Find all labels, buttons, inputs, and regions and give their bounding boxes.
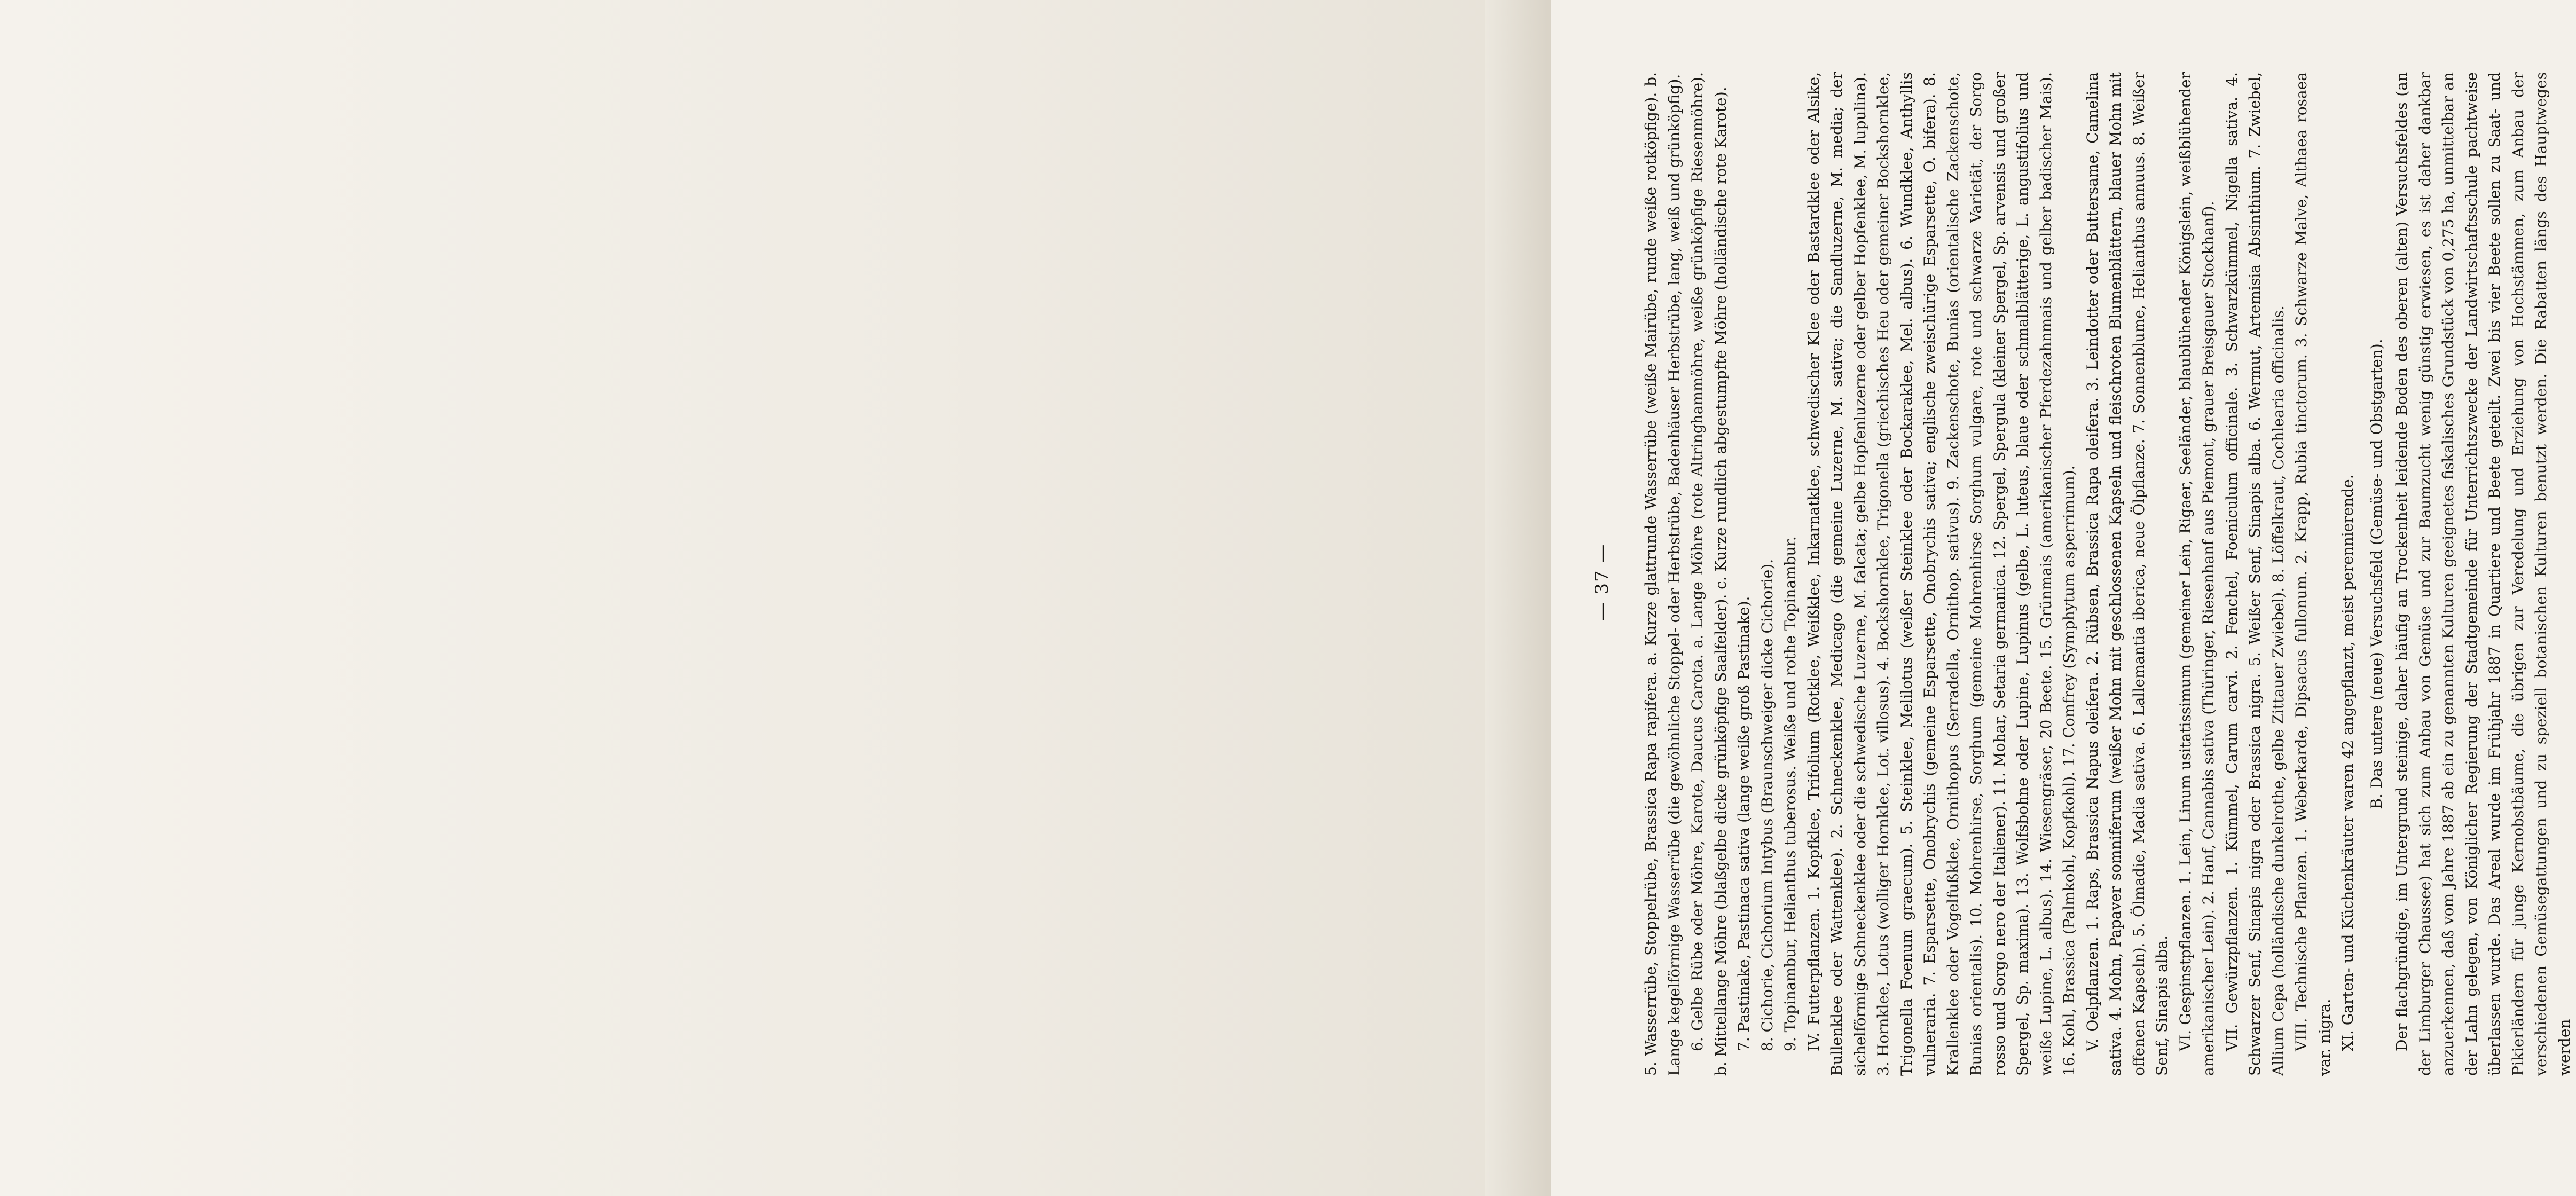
paragraph-topinambur: 9. Topinambur, Helianthus tuberosus. Weiße und rothe Topinambur. [1781, 536, 1799, 1051]
text-body [1639, 72, 2576, 1076]
paragraph-versuchsfeld: Der flachgründige, im Untergrund steinige, daher häufig an Trockenheit leidende Boden des oberen (alten) Versuchsfeldes (an der Limburger Chaussee) hat sich zum Anbau von Gemüse und zur Baumzucht wenig günstig erwiesen, es ist daher dankbar anzuerkennen, daß vom Jahre 1887 ab ein zu genannten Kulturen geeignetes fiskalisches Grundstück von 0,275 ha, unmittelbar an der Lahn gelegen, von Königlicher Regierung der Stadtgemeinde für Unterrichtszwecke der Landwirtschaftsschule pachtweise überlassen wurde. Das Areal wurde im Frühjahr 1887 in Quartiere und Beete geteilt. Zwei bis vier Beete sollen zu Saat- und Pikierländern für junge Kernobstbäume, die übrigen zur Veredelung und Erziehung von Hochstämmen, zum Anbau der verschiedenen Gemüsegattungen und zu speziell botanischen Kulturen benutzt werden. Die Rabatten längs des Hauptweges werden [2393, 72, 2573, 1076]
paragraph-kuechenkraeuter: XI. Garten- und Küchenkräuter waren 42 angepflanzt, meist perennierende. [2339, 474, 2357, 1051]
section-heading-b: B. Das untere (neue) Versuchsfeld (Gemüse- und Obstgarten). [2367, 339, 2385, 809]
paragraph-gespinstpflanzen: VI. Gespinstpflanzen. 1. Lein, Linum usitatissimum (gemeiner Lein, Rigaer, Seeländer, blaublühender Königslein, weißblühender amerikanischer Lein). 2. Hanf, Cannabis sativa (Thüringer, Riesenhanf aus Piemont, grauer Breisgauer Stockhanf). [2176, 72, 2217, 1076]
paragraph-gelbe-ruebe: 6. Gelbe Rübe oder Möhre, Karote, Daucus Carota. a. Lange Möhre (rote Altringhammöhre, weiße grünköpfige Riesenmöhre). b. Mittellange Möhre (blaßgelbe dicke grünköpfige Saalfelder). c. Kurze rundlich abgestumpfte Möhre (holländische rote Karote). [1688, 72, 1730, 1076]
page-number: — 37 — [1591, 543, 1613, 621]
paragraph-gewuerzpflanzen: VII. Gewürzpflanzen. 1. Kümmel, Carum carvi. 2. Fenchel, Foeniculum officinale. 3. Schwarzkümmel, Nigella sativa. 4. Schwarzer Senf, Sinapis nigra oder Brassica nigra. 5. Weißer Senf, Sinapis alba. 6. Wermut, Artemisia Absinthium. 7. Zwiebel, Allium Cepa (holländische dunkelrothe, gelbe Zittauer Zwiebel). 8. Löffelkraut, Cochlearia officinalis. [2222, 72, 2287, 1076]
paragraph-wasserruebe: 5. Wasserrübe, Stoppelrübe, Brassica Rapa rapifera. a. Kurze glattrunde Wasserrübe (weiße Mairübe, runde weiße rotköpfige). b. Lange kegelförmige Wasserrübe (die gewöhnliche Stoppel- oder Herbstrübe, Badenhäuser Herbstrübe, lang, weiß und grünköpfig). [1642, 72, 1683, 1076]
paragraph-technische-pflanzen: VIII. Technische Pflanzen. 1. Weberkarde, Dipsacus fullonum. 2. Krapp, Rubia tinctorum. 3. Schwarze Malve, Althaea rosaea var. nigra. [2292, 72, 2334, 1076]
paragraph-oelpflanzen: V. Oelpflanzen. 1. Raps, Brassica Napus oleifera. 2. Rübsen, Brassica Rapa oleifera. 3. Leindotter oder Buttersame, Camelina sativa. 4. Mohn, Papaver somniferum (weißer Mohn mit geschlossenen Kapseln und fleischroten Blumenblättern, blauer Mohn mit offenen Kapseln). 5. Ölmadie, Madia sativa. 6. Lallemantia iberica, neue Ölpflanze. 7. Sonnenblume, Helianthus annuus. 8. Weißer Senf, Sinapis alba. [2083, 72, 2171, 1076]
paragraph-futterpflanzen: IV. Futterpflanzen. 1. Kopfklee, Trifolium (Rotklee, Weißklee, Inkarnatklee, schwedischer Klee oder Bastardklee oder Alsike, Bullenklee oder Wattenklee). 2. Schneckenklee, Medicago (die gemeine Luzerne, M. sativa; die Sandluzerne, M. media; der sichelförmige Schneckenklee oder die schwedische Luzerne, M. falcata; gelbe Hopfenluzerne oder gelber Hopfenklee, M. lupulina). 3. Hornklee, Lotus (wolliger Hornklee, Lot. villosus). 4. Bockshornklee, Trigonella (griechisches Heu oder gemeiner Bockshornklee, Trigonella Foenum graecum). 5. Steinklee, Melilotus (weißer Steinklee oder Bockaraklee, Mel. albus). 6. Wundklee, Anthyllis vulneraria. 7. Esparsette, Onobrychis (gemeine Esparsette, Onobrychis sativa; englische zweischürige Esparsette, O. bifera). 8. Krallenklee oder Vogelfußklee, Ornithopus (Serradella, Ornithop. sativus). 9. Zackenschote, Bunias (orientalische Zackenschote, Bunias orientalis). 10. Mohrenhirse, Sorghum (gemeine Mohrenhirse Sorghum vulgare, rote und schwarze Varietät, der Sorgo rosso und Sorgo nero der Italiener). 11. Mohar, Setaria germanica. 12. Spergel, Spergula (kleiner Spergel, Sp. arvensis und großer Spergel, Sp. maxima). 13. Wolfsbohne oder Lupine, Lupinus (gelbe, L. luteus, blaue oder schmalblätterige, L. angustifolius und weiße Lupine, L. albus). 14. Wiesengräser, 20 Beete. 15. Grünmais (amerikanischer Pferdezahnmais und gelber badischer Mais). 16. Kohl, Brassica (Palmkohl, Kopfkohl). 17. Comfrey (Symphytum asperrimum). [1804, 72, 2078, 1076]
paragraph-cichorie: 8. Cichorie, Cichorium Intybus (Braunschweiger dicke Cichorie). [1758, 558, 1776, 1051]
rotated-book-page [1479, 45, 2573, 1119]
paragraph-pastinake: 7. Pastinake, Pastinaca sativa (lange weiße groß Pastinake). [1735, 596, 1753, 1051]
